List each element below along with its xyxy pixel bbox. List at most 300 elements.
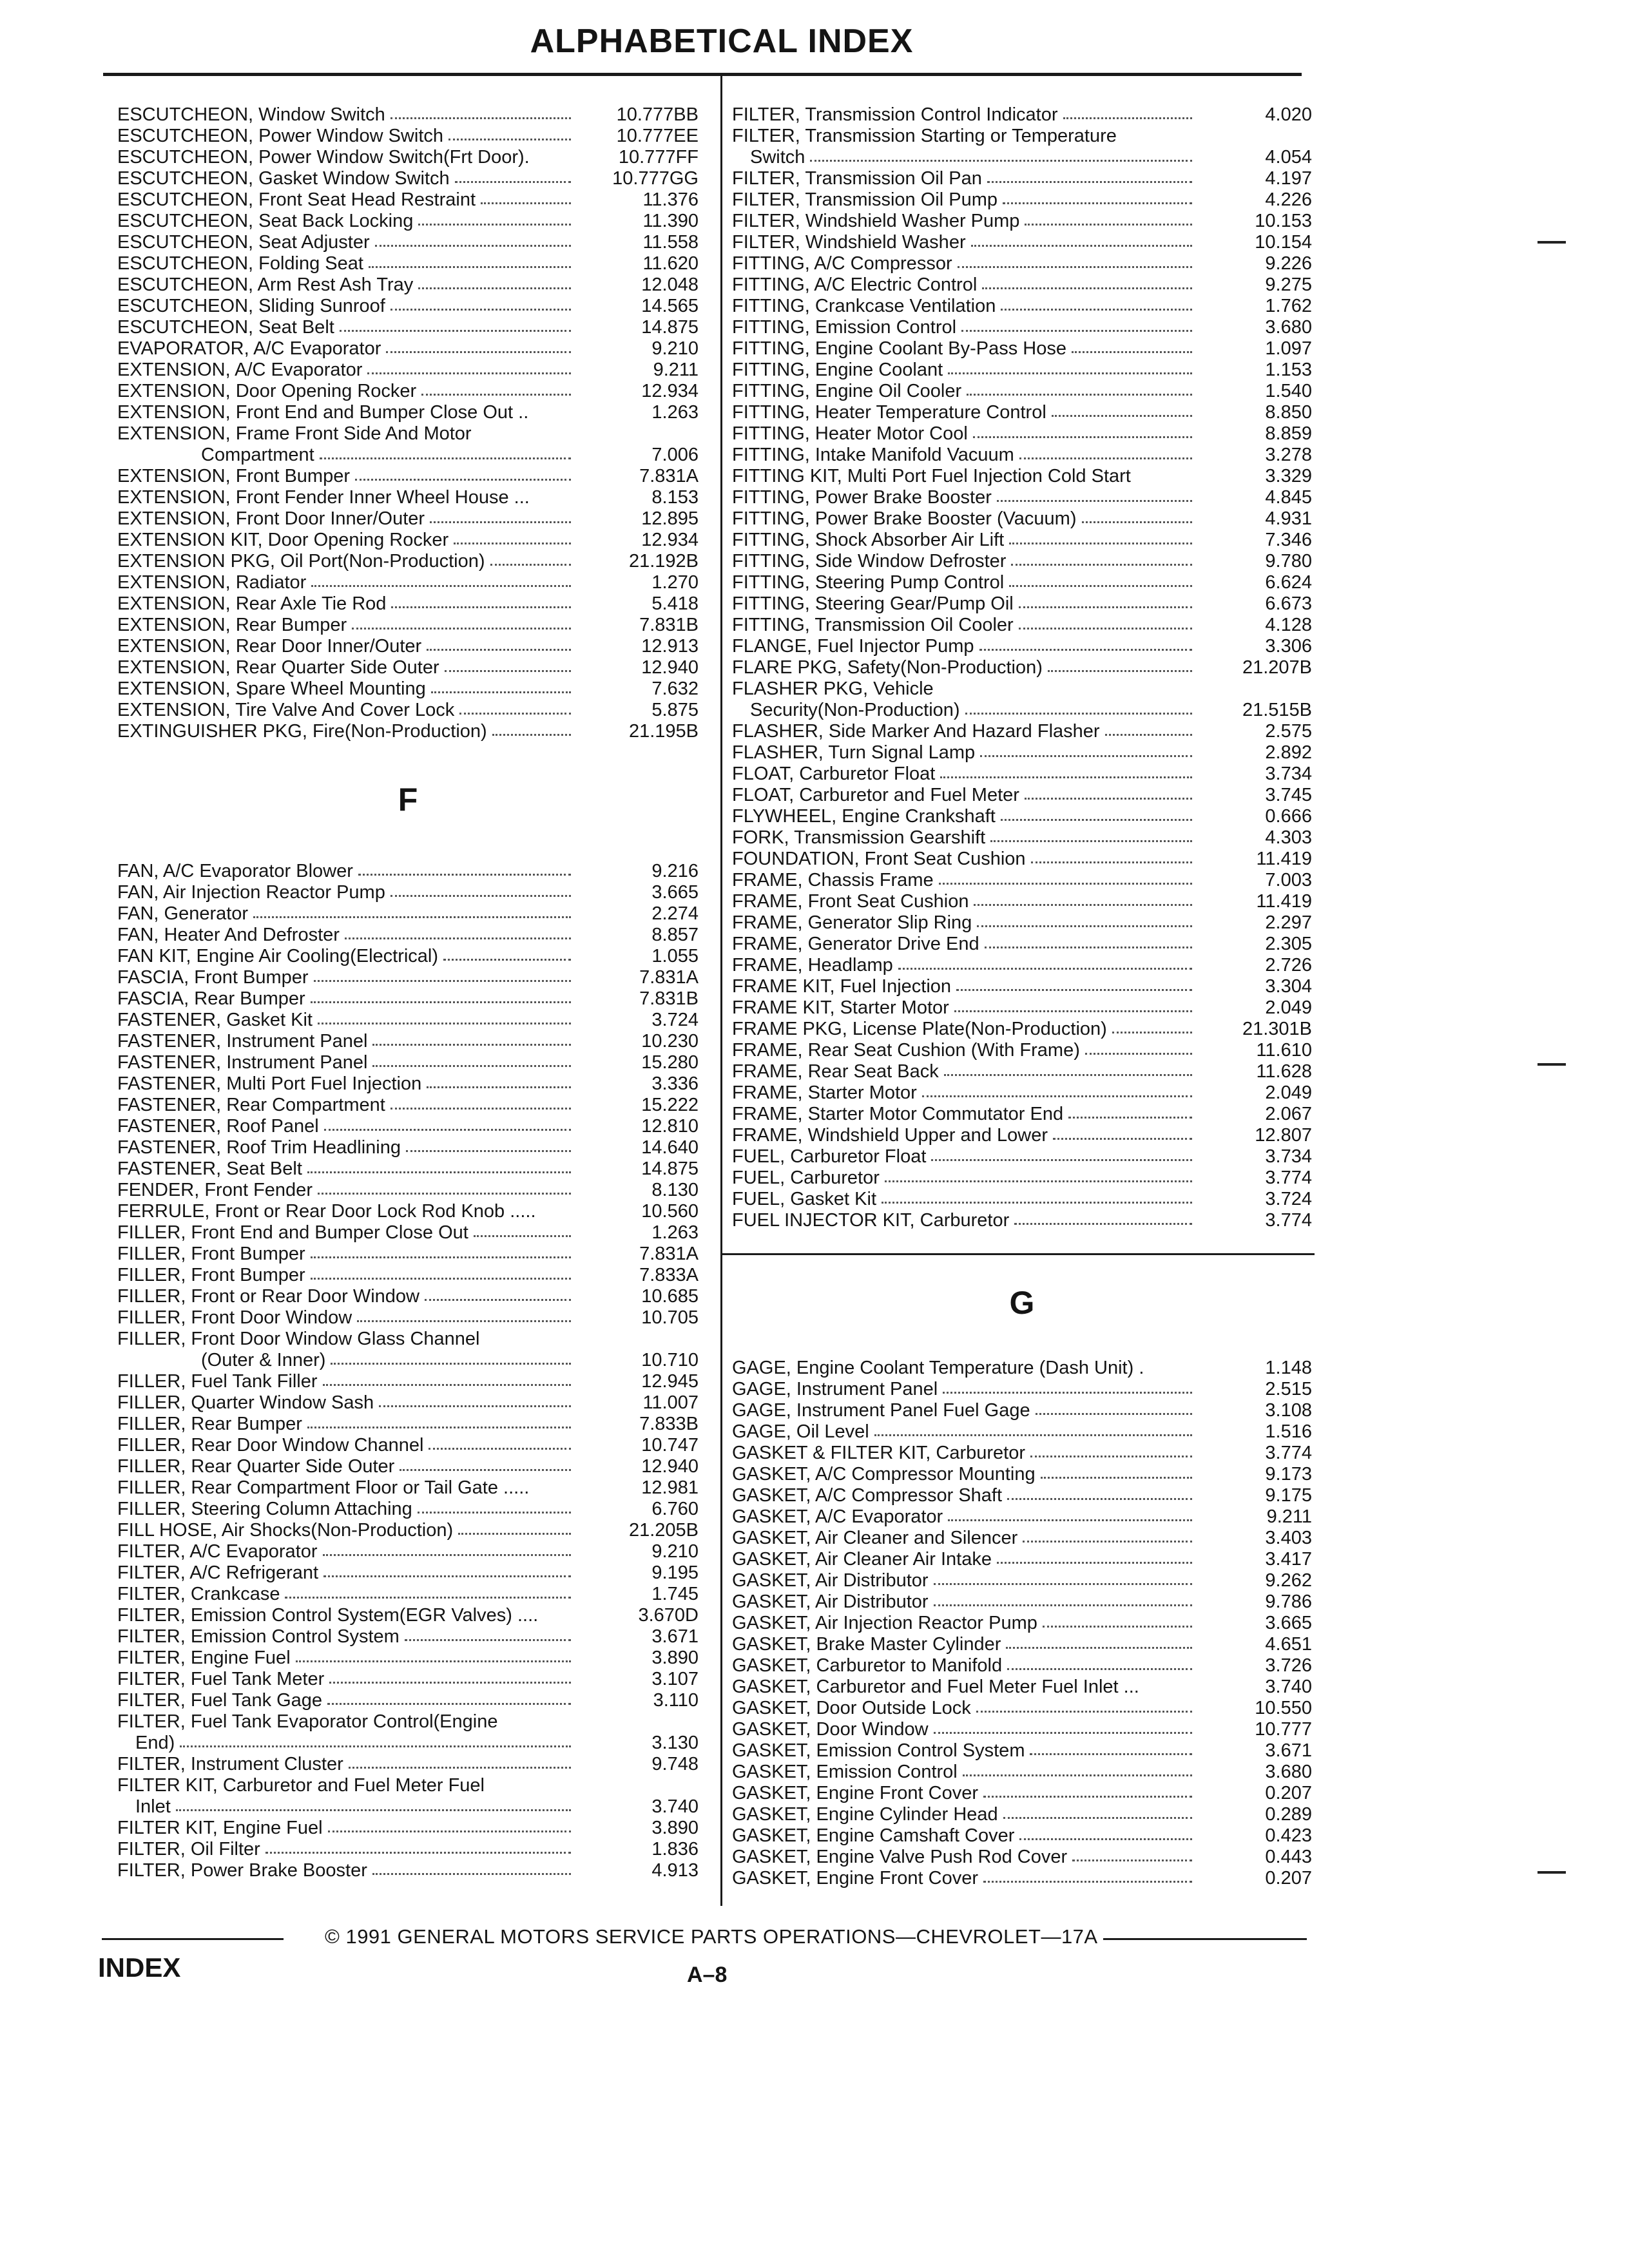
entry-reference-number: 3.671 — [1265, 1740, 1312, 1761]
entry-reference-number: 9.210 — [651, 1541, 699, 1562]
dot-leader — [982, 287, 1192, 289]
dot-leader — [355, 479, 571, 481]
dot-leader — [345, 937, 571, 939]
entry-reference-number: 3.724 — [1265, 1189, 1312, 1209]
entry-description: ESCUTCHEON, Arm Rest Ash Tray — [117, 274, 414, 295]
entry-reference-number: 14.565 — [641, 296, 699, 316]
entry-description: FILLER, Steering Column Attaching — [117, 1499, 412, 1519]
entry-description: ESCUTCHEON, Gasket Window Switch — [117, 168, 450, 189]
entry-description: FLANGE, Fuel Injector Pump — [732, 636, 974, 657]
entry-description: FILTER, Emission Control System(EGR Valves) .... — [117, 1605, 539, 1626]
entry-description: FILTER, Emission Control System — [117, 1626, 400, 1647]
entry-reference-number: 9.226 — [1265, 253, 1312, 274]
footer-rule — [1103, 1938, 1307, 1940]
dot-leader — [357, 1320, 571, 1322]
entry-reference-number: 7.831A — [639, 1244, 699, 1264]
dot-leader — [1063, 117, 1192, 119]
dot-leader — [386, 351, 571, 353]
entry-description: GASKET, Door Outside Lock — [732, 1698, 971, 1718]
entry-description: FRAME, Front Seat Cushion — [732, 891, 969, 912]
entry-reference-number: 12.940 — [641, 1456, 699, 1477]
entry-description: FILTER, Power Brake Booster — [117, 1860, 367, 1881]
dot-leader — [1001, 819, 1192, 821]
entry-reference-number: 4.651 — [1265, 1634, 1312, 1655]
dot-leader — [430, 521, 571, 523]
dot-leader — [1019, 457, 1192, 459]
dot-leader — [956, 989, 1192, 991]
entry-description: FITTING, Shock Absorber Air Lift — [732, 530, 1005, 550]
dot-leader — [961, 330, 1192, 332]
entry-description: GASKET, Air Injection Reactor Pump — [732, 1613, 1037, 1633]
entry-reference-number: 14.875 — [641, 317, 699, 338]
index-entry — [732, 1061, 1312, 1082]
entry-description: FLOAT, Carburetor and Fuel Meter — [732, 785, 1019, 805]
index-entry — [117, 1265, 699, 1286]
index-entry — [117, 1392, 699, 1414]
entry-reference-number: 10.154 — [1255, 232, 1312, 253]
dot-leader — [311, 1278, 571, 1280]
entry-description: EXTENSION, A/C Evaporator — [117, 360, 363, 380]
dot-leader — [490, 564, 571, 566]
dot-leader — [1043, 1626, 1192, 1628]
entry-description: ESCUTCHEON, Folding Seat — [117, 253, 363, 274]
index-entry — [732, 466, 1312, 487]
index-entry — [117, 1626, 699, 1648]
entry-description: FASTENER, Instrument Panel — [117, 1031, 368, 1052]
dot-leader — [997, 1562, 1192, 1564]
index-entry — [732, 402, 1312, 423]
entry-description: FILTER KIT, Carburetor and Fuel Meter Fuel — [117, 1775, 485, 1796]
entry-reference-number: 14.875 — [641, 1158, 699, 1179]
entry-reference-number: 9.175 — [1265, 1485, 1312, 1506]
entry-reference-number: 1.148 — [1265, 1358, 1312, 1378]
index-entry — [732, 615, 1312, 636]
index-entry — [117, 1010, 699, 1031]
index-entry — [117, 1711, 699, 1733]
index-entry — [117, 1690, 699, 1711]
dot-leader — [1068, 1117, 1192, 1119]
section-letter-heading: F — [398, 782, 418, 818]
entry-description: ESCUTCHEON, Seat Back Locking — [117, 211, 414, 231]
index-entry — [732, 1868, 1312, 1889]
entry-description: FILTER, Crankcase — [117, 1584, 280, 1604]
entry-description: GASKET, Door Window — [732, 1719, 929, 1740]
section-gap — [117, 742, 699, 781]
dot-leader — [418, 224, 571, 226]
entry-reference-number: 1.762 — [1265, 296, 1312, 316]
dot-leader — [429, 1448, 571, 1450]
index-entry — [117, 211, 699, 232]
entry-description: GASKET, Emission Control — [732, 1762, 958, 1782]
entry-reference-number: 10.550 — [1255, 1698, 1312, 1718]
dot-leader — [954, 1010, 1192, 1012]
entry-reference-number: 3.740 — [1265, 1677, 1312, 1697]
dot-leader — [314, 980, 571, 982]
entry-description: FILTER, Fuel Tank Evaporator Control(Engine — [117, 1711, 498, 1732]
index-entry — [732, 806, 1312, 827]
entry-reference-number: 12.934 — [641, 530, 699, 550]
dot-leader — [1003, 1817, 1192, 1819]
entry-reference-number: 4.931 — [1265, 508, 1312, 529]
entry-reference-number: 3.417 — [1265, 1549, 1312, 1570]
index-entry — [117, 1371, 699, 1392]
dot-leader — [448, 139, 571, 140]
entry-reference-number: 11.620 — [642, 253, 699, 274]
entry-description: FITTING, A/C Compressor — [732, 253, 952, 274]
entry-description: GASKET, Engine Camshaft Cover — [732, 1825, 1015, 1846]
index-entry — [117, 1477, 699, 1499]
entry-reference-number: 3.130 — [651, 1733, 699, 1753]
entry-description: FENDER, Front Fender — [117, 1180, 313, 1200]
entry-reference-number: 3.278 — [1265, 445, 1312, 465]
index-entry — [732, 1082, 1312, 1104]
dot-leader — [1082, 521, 1192, 523]
dot-leader — [882, 1202, 1192, 1204]
entry-description: FITTING, Heater Temperature Control — [732, 402, 1046, 423]
entry-reference-number: 9.275 — [1265, 274, 1312, 295]
entry-reference-number: 4.020 — [1265, 104, 1312, 125]
dot-leader — [1023, 1541, 1192, 1542]
index-entry — [117, 466, 699, 487]
index-entry — [117, 1350, 699, 1371]
entry-description: FASCIA, Front Bumper — [117, 967, 309, 988]
entry-description: FAN, Air Injection Reactor Pump — [117, 882, 385, 903]
entry-reference-number: 12.913 — [641, 636, 699, 657]
index-entry — [117, 126, 699, 147]
index-entry — [117, 1073, 699, 1095]
entry-reference-number: 4.303 — [1265, 827, 1312, 848]
entry-reference-number: 2.515 — [1265, 1379, 1312, 1399]
index-entry — [117, 1158, 699, 1180]
entry-reference-number: 21.515B — [1242, 700, 1312, 720]
dot-leader — [390, 309, 571, 311]
index-entry — [117, 1116, 699, 1137]
index-entry — [117, 487, 699, 508]
dot-leader — [455, 181, 571, 183]
index-entry — [732, 1400, 1312, 1421]
entry-reference-number: 10.685 — [641, 1286, 699, 1307]
dot-leader — [985, 947, 1192, 948]
dot-leader — [327, 1703, 571, 1705]
dot-leader — [328, 1831, 571, 1832]
index-entry — [117, 402, 699, 423]
dot-leader — [874, 1434, 1192, 1436]
entry-reference-number: 2.575 — [1265, 721, 1312, 742]
index-entry — [732, 1570, 1312, 1591]
entry-description: Security(Non-Production) — [750, 700, 960, 720]
dot-leader — [965, 713, 1192, 715]
entry-description: FILLER, Front Bumper — [117, 1244, 305, 1264]
index-entry — [732, 1485, 1312, 1506]
entry-description: FILLER, Quarter Window Sash — [117, 1392, 374, 1413]
entry-reference-number: 21.301B — [1242, 1019, 1312, 1039]
index-entry — [117, 147, 699, 168]
entry-description: GASKET, Engine Front Cover — [732, 1783, 978, 1803]
dot-leader — [1030, 1753, 1192, 1755]
dot-leader — [1053, 1138, 1192, 1140]
entry-reference-number: 4.128 — [1265, 615, 1312, 635]
entry-reference-number: 11.558 — [642, 232, 699, 253]
entry-reference-number: 2.274 — [651, 903, 699, 924]
index-entry — [117, 967, 699, 988]
entry-description: FASTENER, Gasket Kit — [117, 1010, 313, 1030]
entry-reference-number: 3.724 — [651, 1010, 699, 1030]
dot-leader — [885, 1180, 1192, 1182]
index-entry — [732, 1634, 1312, 1655]
entry-reference-number: 2.049 — [1265, 1082, 1312, 1103]
dot-leader — [1019, 1838, 1192, 1840]
index-entry — [732, 360, 1312, 381]
index-entry — [732, 1358, 1312, 1379]
entry-reference-number: 12.934 — [641, 381, 699, 401]
entry-reference-number: 3.774 — [1265, 1168, 1312, 1188]
index-entry — [117, 1499, 699, 1520]
entry-reference-number: 7.006 — [651, 445, 699, 465]
dot-leader — [418, 287, 571, 289]
entry-description: FASCIA, Rear Bumper — [117, 988, 305, 1009]
index-entry — [732, 1740, 1312, 1762]
dot-leader — [285, 1597, 571, 1599]
entry-reference-number: 10.230 — [641, 1031, 699, 1052]
dot-leader — [331, 1363, 571, 1365]
entry-reference-number: 1.836 — [651, 1839, 699, 1860]
entry-reference-number: 10.777BB — [616, 104, 699, 125]
entry-reference-number: 21.195B — [628, 721, 699, 742]
index-entry — [732, 104, 1312, 126]
dot-leader — [340, 330, 571, 332]
entry-description: GASKET, A/C Compressor Shaft — [732, 1485, 1003, 1506]
entry-description: Compartment — [201, 445, 314, 465]
page-title: ALPHABETICAL INDEX — [530, 23, 914, 60]
index-entry — [117, 1754, 699, 1775]
entry-description: FILTER, Windshield Washer Pump — [732, 211, 1020, 231]
entry-description: FITTING, A/C Electric Control — [732, 274, 978, 295]
entry-reference-number: 3.329 — [1265, 466, 1312, 486]
entry-description: FITTING, Intake Manifold Vacuum — [732, 445, 1014, 465]
entry-reference-number: 0.207 — [1265, 1868, 1312, 1888]
index-entry — [117, 508, 699, 530]
dot-leader — [367, 372, 571, 374]
index-entry — [732, 1146, 1312, 1168]
dot-leader — [443, 959, 571, 961]
entry-reference-number: 0.289 — [1265, 1804, 1312, 1825]
dot-leader — [421, 394, 571, 396]
entry-reference-number: 9.748 — [651, 1754, 699, 1774]
entry-description: FRAME PKG, License Plate(Non-Production) — [732, 1019, 1107, 1039]
dot-leader — [1009, 543, 1192, 544]
entry-description: EXTENSION, Door Opening Rocker — [117, 381, 417, 401]
dot-leader — [176, 1809, 571, 1811]
dot-leader — [1001, 309, 1192, 311]
index-entry — [732, 296, 1312, 317]
entry-reference-number: 21.192B — [628, 551, 699, 572]
entry-reference-number: 10.705 — [641, 1307, 699, 1328]
dot-leader — [1007, 1668, 1192, 1670]
index-entry — [117, 1137, 699, 1158]
index-entry — [117, 615, 699, 636]
entry-reference-number: 3.774 — [1265, 1210, 1312, 1231]
index-entry — [732, 1825, 1312, 1847]
index-entry — [117, 1520, 699, 1541]
index-entry — [732, 1189, 1312, 1210]
entry-description: EVAPORATOR, A/C Evaporator — [117, 338, 381, 359]
index-entry — [732, 1210, 1312, 1231]
dot-leader — [940, 776, 1192, 778]
entry-description: FASTENER, Rear Compartment — [117, 1095, 385, 1115]
dot-leader — [948, 372, 1192, 374]
entry-description: FITTING, Engine Coolant — [732, 360, 943, 380]
entry-description: FILLER, Rear Door Window Channel — [117, 1435, 424, 1456]
index-entry — [117, 189, 699, 211]
index-entry — [732, 551, 1312, 572]
entry-description: GAGE, Instrument Panel — [732, 1379, 938, 1399]
entry-description: FAN, A/C Evaporator Blower — [117, 861, 353, 881]
entry-description: FILLER, Front End and Bumper Close Out — [117, 1222, 468, 1243]
dot-leader — [983, 1796, 1192, 1798]
dot-leader — [265, 1852, 571, 1854]
entry-reference-number: 8.859 — [1265, 423, 1312, 444]
index-entry — [732, 423, 1312, 445]
dot-leader — [372, 1044, 571, 1046]
entry-reference-number: 7.831B — [639, 988, 699, 1009]
entry-description: FILLER, Rear Bumper — [117, 1414, 302, 1434]
entry-reference-number: 7.831B — [639, 615, 699, 635]
entry-reference-number: 11.390 — [642, 211, 699, 231]
dot-leader — [425, 1299, 571, 1301]
entry-reference-number: 11.628 — [1256, 1061, 1312, 1082]
index-entry — [732, 849, 1312, 870]
entry-reference-number: 8.153 — [651, 487, 699, 508]
entry-description: Switch — [750, 147, 805, 168]
index-entry — [732, 1847, 1312, 1868]
entry-description: FRAME, Starter Motor — [732, 1082, 917, 1103]
index-entry — [117, 903, 699, 925]
dot-leader — [379, 1405, 571, 1407]
entry-description: FRAME, Chassis Frame — [732, 870, 934, 890]
entry-description: GASKET, Engine Valve Push Rod Cover — [732, 1847, 1068, 1867]
index-entry — [732, 870, 1312, 891]
entry-description: FITTING, Emission Control — [732, 317, 957, 338]
dot-leader — [1007, 1498, 1192, 1500]
entry-reference-number: 3.110 — [653, 1690, 699, 1711]
dot-leader — [1031, 861, 1192, 863]
index-entry — [732, 1528, 1312, 1549]
dot-leader — [458, 1533, 571, 1535]
entry-reference-number: 3.670D — [638, 1605, 699, 1626]
index-entry — [117, 381, 699, 402]
dot-leader — [481, 202, 571, 204]
entry-reference-number: 9.216 — [651, 861, 699, 881]
entry-reference-number: 3.304 — [1265, 976, 1312, 997]
entry-description: FILLER, Front Door Window Glass Channel — [117, 1329, 480, 1349]
entry-reference-number: 3.336 — [651, 1073, 699, 1094]
index-entry — [117, 1562, 699, 1584]
index-entry — [117, 1456, 699, 1477]
entry-description: GASKET, Air Distributor — [732, 1570, 929, 1591]
entry-reference-number: 6.624 — [1265, 572, 1312, 593]
dot-leader — [1009, 585, 1192, 587]
entry-description: FITTING KIT, Multi Port Fuel Injection Cold Start — [732, 466, 1131, 486]
entry-description: FILLER, Front or Rear Door Window — [117, 1286, 419, 1307]
entry-reference-number: 9.195 — [651, 1562, 699, 1583]
index-entry — [117, 593, 699, 615]
dot-leader — [990, 840, 1192, 842]
entry-description: FUEL, Gasket Kit — [732, 1189, 877, 1209]
index-entry — [117, 1669, 699, 1690]
entry-description: FILTER KIT, Engine Fuel — [117, 1818, 323, 1838]
dot-leader — [1030, 1456, 1192, 1457]
entry-reference-number: 7.833B — [639, 1414, 699, 1434]
index-entry — [732, 1019, 1312, 1040]
entry-reference-number: 6.673 — [1265, 593, 1312, 614]
entry-reference-number: 6.760 — [651, 1499, 699, 1519]
entry-description: FITTING, Power Brake Booster — [732, 487, 992, 508]
entry-description: FILTER, Transmission Oil Pan — [732, 168, 982, 189]
entry-description: EXTENSION, Front Door Inner/Outer — [117, 508, 425, 529]
entry-reference-number: 12.895 — [641, 508, 699, 529]
entry-reference-number: 7.003 — [1265, 870, 1312, 890]
entry-description: FILTER, Engine Fuel — [117, 1648, 291, 1668]
dot-leader — [390, 1108, 571, 1110]
index-entry — [117, 1329, 699, 1350]
entry-reference-number: 3.680 — [1265, 317, 1312, 338]
index-entry — [732, 338, 1312, 360]
dot-leader — [318, 1023, 571, 1024]
page-number: A–8 — [687, 1963, 728, 1987]
entry-reference-number: 2.297 — [1265, 912, 1312, 933]
entry-description: FILLER, Fuel Tank Filler — [117, 1371, 318, 1392]
dot-leader — [1019, 606, 1192, 608]
index-entry — [732, 189, 1312, 211]
entry-reference-number: 2.067 — [1265, 1104, 1312, 1124]
entry-reference-number: 7.833A — [639, 1265, 699, 1285]
entry-reference-number: 10.153 — [1255, 211, 1312, 231]
dot-leader — [1019, 628, 1192, 629]
entry-description: FILTER, Instrument Cluster — [117, 1754, 343, 1774]
dot-leader — [474, 1235, 571, 1237]
dot-leader — [372, 1873, 571, 1875]
entry-description: EXTENSION, Radiator — [117, 572, 307, 593]
title-rule — [103, 73, 1302, 76]
dot-leader — [400, 1469, 571, 1471]
column-divider — [720, 76, 722, 1906]
entry-reference-number: 3.726 — [1265, 1655, 1312, 1676]
entry-description: EXTINGUISHER PKG, Fire(Non-Production) — [117, 721, 487, 742]
entry-description: FITTING, Engine Oil Cooler — [732, 381, 962, 401]
dot-leader — [296, 1660, 571, 1662]
dot-leader — [431, 691, 571, 693]
entry-reference-number: 0.443 — [1265, 1847, 1312, 1867]
index-entry — [117, 1818, 699, 1839]
entry-description: GASKET, A/C Compressor Mounting — [732, 1464, 1036, 1485]
index-entry — [117, 317, 699, 338]
index-entry — [732, 253, 1312, 274]
section-gap — [117, 818, 699, 861]
entry-reference-number: 4.197 — [1265, 168, 1312, 189]
dot-leader — [1025, 224, 1192, 226]
dot-leader — [967, 394, 1192, 396]
entry-description: EXTENSION, Rear Axle Tie Rod — [117, 593, 387, 614]
entry-reference-number: 1.540 — [1265, 381, 1312, 401]
entry-description: EXTENSION, Tire Valve And Cover Lock — [117, 700, 455, 720]
entry-description: EXTENSION, Front End and Bumper Close Out .. — [117, 402, 529, 423]
index-entry — [117, 1860, 699, 1881]
index-entry — [732, 1379, 1312, 1400]
entry-description: (Outer & Inner) — [201, 1350, 326, 1370]
entry-reference-number: 12.810 — [641, 1116, 699, 1137]
dot-leader — [898, 968, 1192, 970]
entry-description: FILLER, Front Door Window — [117, 1307, 352, 1328]
